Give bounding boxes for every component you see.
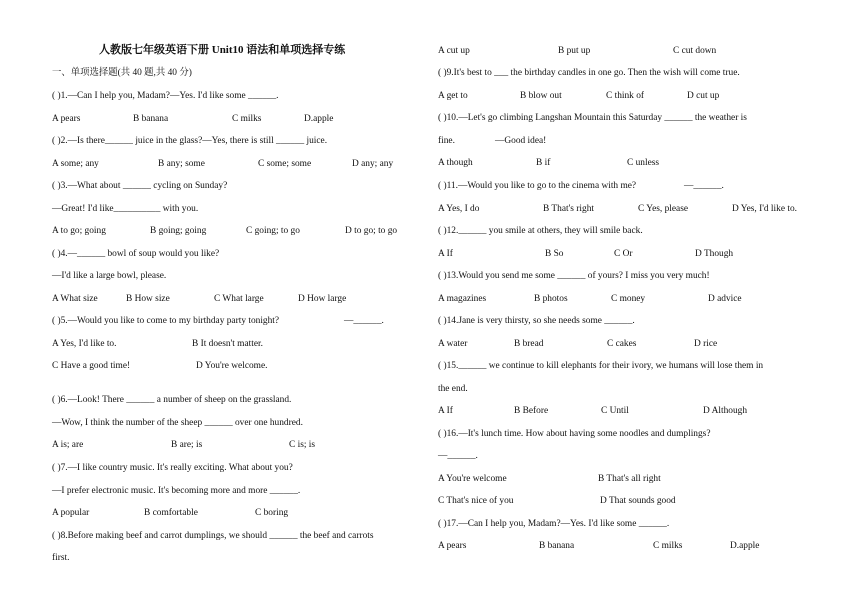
page-title: 人教版七年级英语下册 Unit10 语法和单项选择专练 [99, 44, 346, 56]
answer-blank-15[interactable]: ( ) [438, 361, 447, 371]
option-d: D.apple [730, 541, 760, 551]
answer-blank-11[interactable]: ( ) [438, 181, 447, 191]
option-b: B banana [539, 541, 575, 551]
question-2 [52, 135, 327, 147]
option-b: B if [536, 158, 551, 168]
option-a: A water [438, 339, 468, 349]
answer-blank-14[interactable]: ( ) [438, 316, 447, 326]
answer-blank-10[interactable]: ( ) [438, 113, 447, 123]
question-15-cont: the end. [438, 384, 468, 394]
answer-blank-1[interactable]: ( ) [52, 91, 61, 101]
question-stem: 4.—______ bowl of soup would you like? [60, 249, 220, 259]
option-c: C Yes, please [638, 204, 688, 214]
option-a: A pears [52, 114, 81, 124]
option-c: C cakes [607, 339, 637, 349]
question-stem: 9.It's best to ___ the birthday candles in one go. Then the wish will come true. [446, 68, 740, 78]
question-3 [52, 180, 227, 192]
option-b: B comfortable [144, 508, 198, 518]
question-stem: 14.Jane is very thirsty, so she needs some ______. [446, 316, 635, 326]
answer-blank-5[interactable]: ( ) [52, 316, 61, 326]
option-d: D You're welcome. [196, 361, 268, 371]
option-b: B photos [534, 294, 568, 304]
question-7-reply: —I prefer electronic music. It's becoming more and more ______. [52, 486, 301, 496]
question-4 [52, 248, 219, 260]
question-5-tail: —______. [344, 316, 384, 326]
option-b: B So [545, 249, 564, 259]
option-c: C What large [214, 294, 264, 304]
question-8-cont: first. [52, 553, 70, 563]
option-d: D advice [708, 294, 742, 304]
question-stem: 7.—I like country music. It's really exciting. What about you? [60, 463, 293, 473]
option-a: A get to [438, 91, 468, 101]
option-b: B any; some [158, 159, 205, 169]
question-stem: 5.—Would you like to come to my birthday party tonight? [60, 316, 280, 326]
option-d: D.apple [304, 114, 334, 124]
option-a: A If [438, 406, 453, 416]
option-b: B It doesn't matter. [192, 339, 263, 349]
question-1 [52, 90, 279, 102]
question-16 [438, 428, 711, 440]
question-stem: 15.______ we continue to kill elephants for their ivory, we humans will lose them in [446, 361, 764, 371]
question-6 [52, 394, 291, 406]
answer-blank-13[interactable]: ( ) [438, 271, 447, 281]
answer-blank-8[interactable]: ( ) [52, 531, 61, 541]
question-8 [52, 530, 374, 542]
answer-blank-9[interactable]: ( ) [438, 68, 447, 78]
question-10-reply: —Good idea! [495, 136, 547, 146]
answer-blank-3[interactable]: ( ) [52, 181, 61, 191]
option-c: C Or [614, 249, 633, 259]
question-stem: 13.Would you send me some ______ of yours? I miss you very much! [446, 271, 710, 281]
option-d: D any; any [352, 159, 394, 169]
left-column [52, 0, 432, 608]
option-c: C boring [255, 508, 289, 518]
option-c: C milks [232, 114, 262, 124]
option-a: A If [438, 249, 453, 259]
option-b: B blow out [520, 91, 562, 101]
question-6-reply: —Wow, I think the number of the sheep ______ over one hundred. [52, 418, 303, 428]
question-10-cont-text: fine. [438, 136, 455, 146]
option-c: C milks [653, 541, 683, 551]
right-column [438, 0, 818, 608]
option-a: A though [438, 158, 473, 168]
answer-blank-17[interactable]: ( ) [438, 519, 447, 529]
option-a: A pears [438, 541, 467, 551]
question-3-reply: —Great! I'd like__________ with you. [52, 204, 199, 214]
option-b: B going; going [150, 226, 207, 236]
question-stem: 16.—It's lunch time. How about having some noodles and dumplings? [446, 429, 711, 439]
question-stem: 10.—Let's go climbing Langshan Mountain this Saturday ______ the weather is [446, 113, 747, 123]
answer-blank-4[interactable]: ( ) [52, 249, 61, 259]
option-a: A cut up [438, 46, 470, 56]
option-d: D How large [298, 294, 347, 304]
question-13 [438, 270, 710, 282]
option-c: C some; some [258, 159, 312, 169]
option-a: A Yes, I do [438, 204, 480, 214]
question-7 [52, 462, 293, 474]
question-stem: 12.______ you smile at others, they will smile back. [446, 226, 643, 236]
section-heading: 一、单项选择题(共 40 题,共 40 分) [52, 68, 192, 78]
question-11-tail: —______. [684, 181, 724, 191]
option-b: B Before [514, 406, 549, 416]
question-11 [438, 180, 818, 192]
answer-blank-12[interactable]: ( ) [438, 226, 447, 236]
question-15 [438, 360, 763, 372]
question-16-cont: —______. [438, 451, 478, 461]
option-a: A magazines [438, 294, 487, 304]
option-b: B That's all right [598, 474, 661, 484]
question-stem: 3.—What about ______ cycling on Sunday? [60, 181, 228, 191]
option-b: B put up [558, 46, 591, 56]
option-a: A some; any [52, 159, 99, 169]
option-d: D cut up [687, 91, 720, 101]
answer-blank-2[interactable]: ( ) [52, 136, 61, 146]
option-c: C cut down [673, 46, 717, 56]
question-stem: 17.—Can I help you, Madam?—Yes. I'd like some ______. [446, 519, 670, 529]
question-stem: 11.—Would you like to go to the cinema with me? [446, 181, 637, 191]
question-5 [52, 315, 432, 327]
option-b: B How size [126, 294, 170, 304]
option-b: B That's right [543, 204, 594, 214]
answer-blank-6[interactable]: ( ) [52, 395, 61, 405]
question-stem: 1.—Can I help you, Madam?—Yes. I'd like some ______. [60, 91, 279, 101]
option-d: D Although [703, 406, 748, 416]
question-14 [438, 315, 635, 327]
option-c: C is; is [289, 440, 316, 450]
option-b: B banana [133, 114, 169, 124]
question-4-reply: —I'd like a large bowl, please. [52, 271, 167, 281]
question-stem: 2.—Is there______ juice in the glass?—Yes, there is still ______ juice. [60, 136, 328, 146]
option-c: C going; to go [246, 226, 300, 236]
option-d: D That sounds good [600, 496, 676, 506]
question-10 [438, 112, 747, 124]
option-a: A to go; going [52, 226, 106, 236]
option-d: D Yes, I'd like to. [732, 204, 797, 214]
option-a: A is; are [52, 440, 84, 450]
question-9 [438, 67, 740, 79]
option-a: A popular [52, 508, 90, 518]
option-c: C money [611, 294, 646, 304]
answer-blank-7[interactable]: ( ) [52, 463, 61, 473]
option-c: C think of [606, 91, 645, 101]
option-d: D Though [695, 249, 734, 259]
option-a: A Yes, I'd like to. [52, 339, 117, 349]
option-c: C Have a good time! [52, 361, 131, 371]
option-b: B are; is [171, 440, 203, 450]
option-b: B bread [514, 339, 544, 349]
option-d: D to go; to go [345, 226, 398, 236]
question-12 [438, 225, 643, 237]
option-c: C That's nice of you [438, 496, 514, 506]
option-d: D rice [694, 339, 718, 349]
answer-blank-16[interactable]: ( ) [438, 429, 447, 439]
question-17 [438, 518, 669, 530]
option-c: C Until [601, 406, 629, 416]
question-stem: 6.—Look! There ______ a number of sheep on the grassland. [60, 395, 292, 405]
question-stem: 8.Before making beef and carrot dumplings, we should ______ the beef and carrots [60, 531, 374, 541]
option-c: C unless [627, 158, 660, 168]
option-a: A What size [52, 294, 98, 304]
option-a: A You're welcome [438, 474, 507, 484]
